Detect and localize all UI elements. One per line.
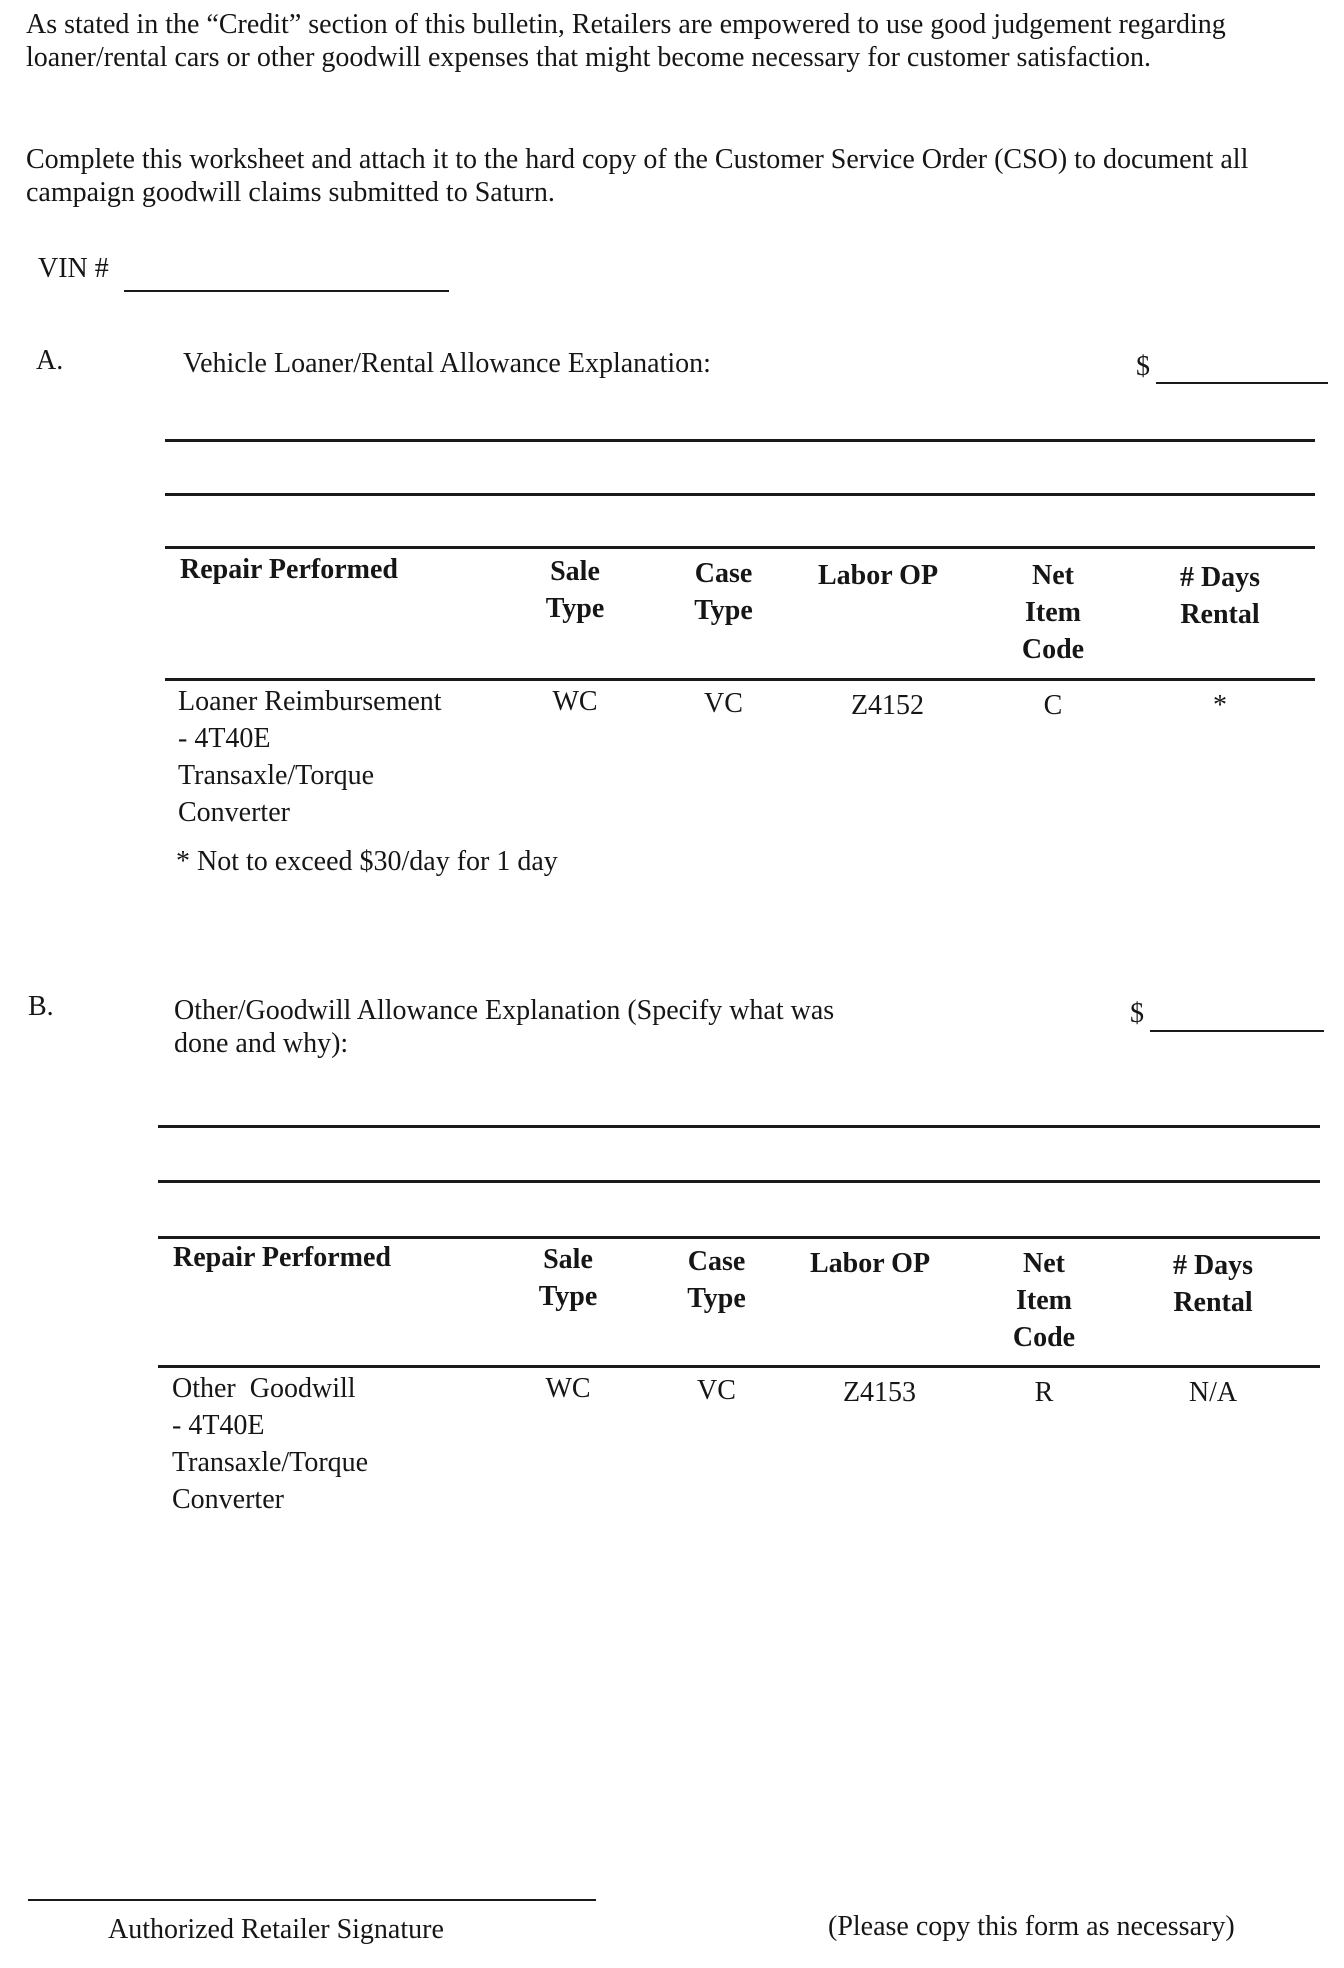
section-b-title bbox=[174, 994, 834, 1060]
section-b-repair-line4: Converter bbox=[172, 1484, 284, 1515]
signature-label: Authorized Retailer Signature bbox=[108, 1914, 444, 1945]
header-net-item-code bbox=[1003, 557, 1103, 668]
header-case-type bbox=[676, 555, 771, 629]
header-net-item-line2: Item bbox=[1025, 597, 1081, 628]
section-b-amount-line[interactable] bbox=[1150, 1030, 1324, 1032]
header-net-item-line3: Code bbox=[1021, 634, 1085, 665]
section-a-repair-performed bbox=[178, 683, 442, 831]
section-b-explanation-line-1[interactable] bbox=[158, 1125, 1320, 1128]
section-a-explanation-line-2[interactable] bbox=[165, 493, 1315, 496]
section-b-repair-line1: Other Goodwill bbox=[172, 1373, 356, 1404]
section-b-title-line1: Other/Goodwill Allowance Explanation (Specify what was bbox=[174, 995, 835, 1026]
section-b-repair-line3: Transaxle/Torque bbox=[172, 1447, 369, 1478]
header-b-net-item-line3: Code bbox=[1012, 1322, 1076, 1353]
section-a-repair-line3: Transaxle/Torque bbox=[178, 760, 375, 791]
section-a-labor-op: Z4152 bbox=[850, 690, 925, 721]
section-a-repair-line2: - 4T40E bbox=[178, 723, 271, 754]
header-b-case-type bbox=[669, 1243, 764, 1317]
header-sale-type-line2: Type bbox=[545, 593, 605, 624]
section-a-footnote: * Not to exceed $30/day for 1 day bbox=[176, 846, 558, 877]
section-a-sale-type: WC bbox=[552, 686, 598, 717]
section-a-repair-line4: Converter bbox=[178, 797, 290, 828]
vin-underline[interactable] bbox=[124, 290, 449, 292]
header-b-case-type-line2: Type bbox=[687, 1283, 746, 1314]
section-b-repair-line2: - 4T40E bbox=[172, 1410, 265, 1441]
header-net-item-line1: Net bbox=[1032, 560, 1074, 591]
header-b-days-rental bbox=[1148, 1247, 1278, 1321]
signature-line[interactable] bbox=[28, 1899, 596, 1901]
section-a-net-item-code: C bbox=[1043, 690, 1063, 721]
section-b-explanation-line-2[interactable] bbox=[158, 1180, 1320, 1183]
section-a-table-top-rule bbox=[165, 546, 1315, 549]
header-b-net-item-line1: Net bbox=[1023, 1248, 1065, 1279]
header-b-sale-type bbox=[523, 1241, 613, 1315]
header-b-labor-op: Labor OP bbox=[810, 1248, 931, 1279]
header-b-days-rental-line2: Rental bbox=[1173, 1287, 1253, 1318]
header-case-type-line2: Type bbox=[694, 595, 753, 626]
section-b-currency: $ bbox=[1130, 998, 1144, 1029]
section-b-title-line2: done and why): bbox=[174, 1028, 349, 1059]
section-a-currency: $ bbox=[1136, 351, 1150, 382]
copy-note: (Please copy this form as necessary) bbox=[828, 1911, 1235, 1942]
header-b-repair-performed: Repair Performed bbox=[173, 1242, 391, 1273]
header-sale-type bbox=[530, 553, 620, 627]
header-b-net-item-code bbox=[994, 1245, 1094, 1356]
header-days-rental-line1: # Days bbox=[1179, 562, 1261, 593]
header-days-rental-line2: Rental bbox=[1180, 599, 1260, 630]
intro-paragraph-2: Complete this worksheet and attach it to the hard copy of the Customer Service Order (CSO) to document all campaign goodwill claims submitted to Saturn. bbox=[26, 144, 1249, 208]
intro-paragraph-1: As stated in the “Credit” section of this bulletin, Retailers are empowered to use good judgement regarding loaner/rental cars or other goodwill expenses that might become necessary for customer satisfaction. bbox=[26, 9, 1226, 73]
section-b-header-rule bbox=[158, 1365, 1320, 1368]
section-a-title: Vehicle Loaner/Rental Allowance Explanation: bbox=[183, 348, 711, 379]
header-case-type-line1: Case bbox=[694, 558, 753, 589]
header-sale-type-line1: Sale bbox=[550, 556, 600, 587]
section-b-letter: B. bbox=[28, 991, 54, 1022]
section-b-net-item-code: R bbox=[1034, 1377, 1054, 1408]
header-repair-performed: Repair Performed bbox=[180, 554, 398, 585]
section-a-repair-line1: Loaner Reimbursement bbox=[178, 686, 442, 717]
header-b-days-rental-line1: # Days bbox=[1172, 1250, 1254, 1281]
vin-label: VIN # bbox=[38, 253, 109, 284]
header-days-rental bbox=[1155, 559, 1285, 633]
header-b-case-type-line1: Case bbox=[687, 1246, 746, 1277]
section-a-amount-line[interactable] bbox=[1156, 382, 1328, 384]
section-b-days-rental: N/A bbox=[1188, 1377, 1238, 1408]
section-a-header-rule bbox=[165, 678, 1315, 681]
section-a-letter: A. bbox=[36, 345, 64, 376]
header-b-sale-type-line1: Sale bbox=[543, 1244, 593, 1275]
section-b-sale-type: WC bbox=[545, 1373, 591, 1404]
header-b-net-item-line2: Item bbox=[1016, 1285, 1072, 1316]
section-b-labor-op: Z4153 bbox=[842, 1377, 917, 1408]
section-a-case-type: VC bbox=[704, 688, 743, 719]
section-a-days-rental: * bbox=[1213, 690, 1227, 721]
section-b-case-type: VC bbox=[697, 1375, 736, 1406]
header-labor-op: Labor OP bbox=[818, 560, 939, 591]
header-b-sale-type-line2: Type bbox=[538, 1281, 598, 1312]
section-b-repair-performed bbox=[172, 1370, 368, 1518]
section-a-explanation-line-1[interactable] bbox=[165, 439, 1315, 442]
